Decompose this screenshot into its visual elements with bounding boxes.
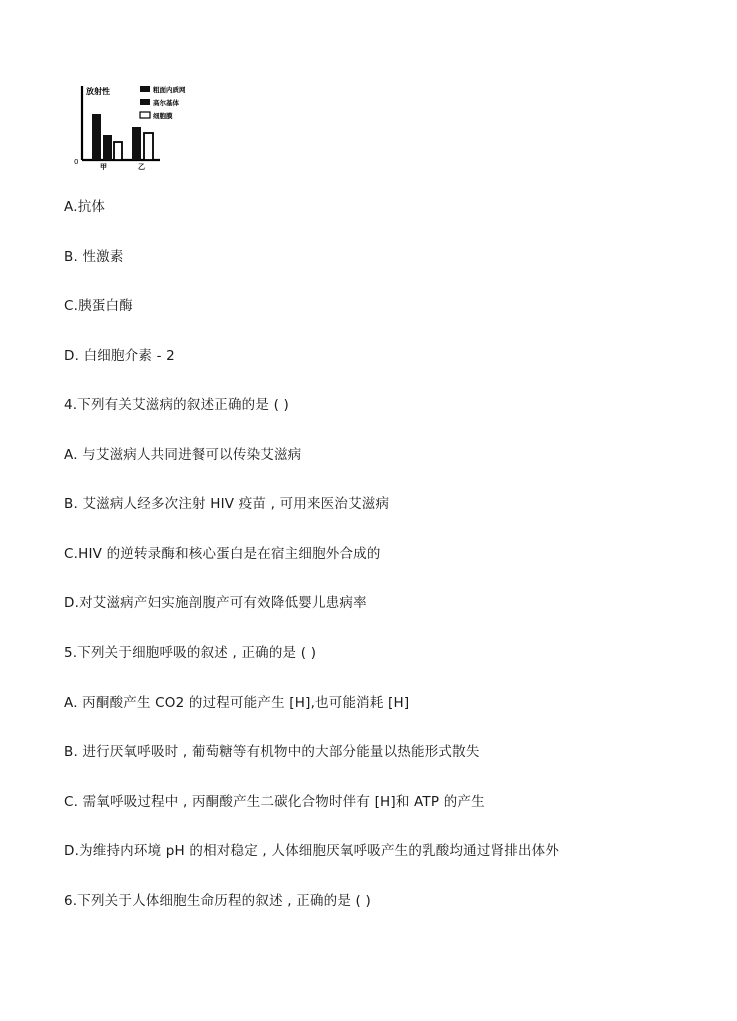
option-4c: C.HIV 的逆转录酶和核心蛋白是在宿主细胞外合成的	[64, 546, 381, 562]
option-3a: A.抗体	[64, 199, 106, 215]
option-5d: D.为维持内环境 pH 的相对稳定 , 人体细胞厌氧呼吸产生的乳酸均通过肾排出体外	[64, 843, 560, 859]
legend-label-membrane: 细胞膜	[153, 112, 173, 120]
question-5: 5.下列关于细胞呼吸的叙述 , 正确的是 ( )	[64, 645, 317, 661]
option-4b: B. 艾滋病人经多次注射 HIV 疫苗 , 可用来医治艾滋病	[64, 496, 390, 512]
bar-chart-svg	[72, 80, 232, 170]
legend-swatch-golgi	[140, 99, 150, 105]
group-label-2: 乙	[138, 163, 145, 170]
bar-group1-membrane-empty	[114, 142, 122, 160]
option-5a: A. 丙酮酸产生 CO2 的过程可能产生 [H],也可能消耗 [H]	[64, 695, 410, 711]
bar-group2-membrane	[144, 133, 153, 160]
origin-label: 0	[74, 158, 79, 166]
legend-label-er: 粗面内质网	[153, 86, 186, 94]
option-4a: A. 与艾滋病人共同进餐可以传染艾滋病	[64, 447, 302, 463]
option-3b: B. 性激素	[64, 249, 124, 265]
legend-swatch-er	[140, 86, 150, 92]
option-4d: D.对艾滋病产妇实施剖腹产可有效降低婴儿患病率	[64, 595, 367, 611]
y-axis-label: 放射性	[86, 87, 110, 96]
bar-group2-er	[132, 127, 141, 160]
question-4: 4.下列有关艾滋病的叙述正确的是 ( )	[64, 397, 289, 413]
question-6: 6.下列关于人体细胞生命历程的叙述 , 正确的是 ( )	[64, 893, 371, 909]
option-3c: C.胰蛋白酶	[64, 298, 133, 314]
option-5b: B. 进行厌氧呼吸时 , 葡萄糖等有机物中的大部分能量以热能形式散失	[64, 744, 480, 760]
bar-group1-er	[92, 114, 101, 160]
legend-label-golgi: 高尔基体	[153, 99, 179, 107]
group-label-1: 甲	[100, 163, 107, 170]
bar-chart-figure	[72, 80, 232, 170]
option-5c: C. 需氧呼吸过程中 , 丙酮酸产生二碳化合物时伴有 [H]和 ATP 的产生	[64, 794, 485, 810]
legend-swatch-membrane	[140, 112, 150, 118]
option-3d: D. 白细胞介素 - 2	[64, 348, 175, 364]
bar-group1-golgi	[103, 135, 112, 160]
